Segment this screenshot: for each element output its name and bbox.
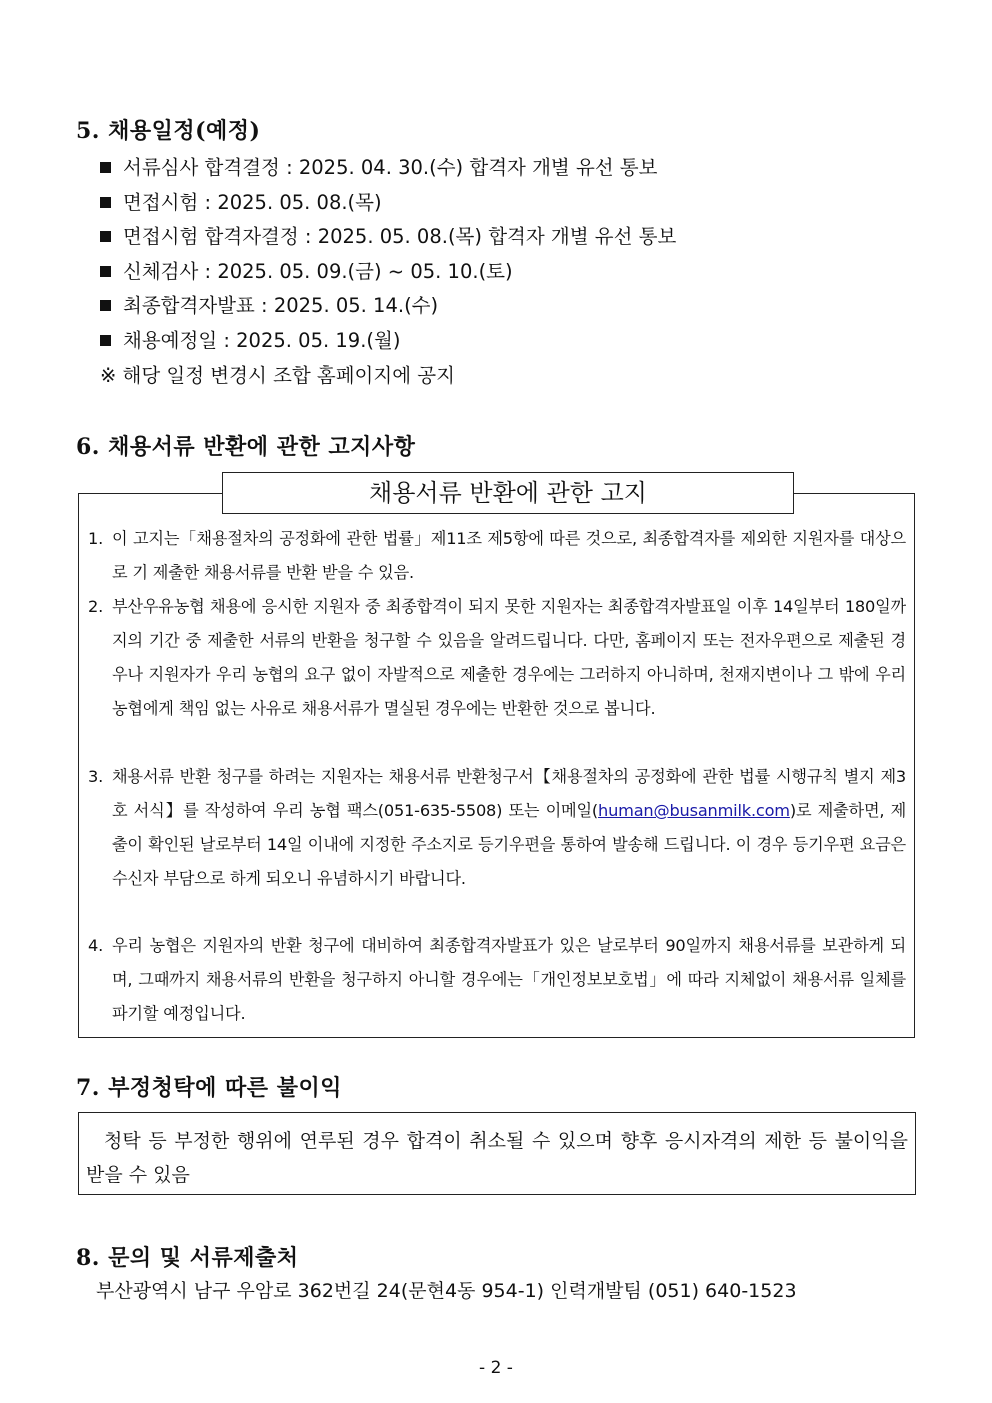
schedule-item: 면접시험 : 2025. 05. 08.(목) xyxy=(100,187,382,215)
square-bullet-icon xyxy=(100,231,111,242)
section-7-heading: 7. 부정청탁에 따른 불이익 xyxy=(76,1075,342,1101)
square-bullet-icon xyxy=(100,197,111,208)
section-8-heading: 8. 문의 및 서류제출처 xyxy=(76,1245,299,1271)
schedule-item: 신체검사 : 2025. 05. 09.(금) ~ 05. 10.(토) xyxy=(100,256,513,284)
schedule-item: 채용예정일 : 2025. 05. 19.(월) xyxy=(100,325,400,353)
square-bullet-icon xyxy=(100,300,111,311)
page-number: - 2 - xyxy=(479,1358,513,1378)
notice-item: 3. 채용서류 반환 청구를 하려는 지원자는 채용서류 반환청구서【채용절차의 공정화에 관한 법률 시행규칙 별지 제3호 서식】를 작성하여 우리 농협 팩스(051-635-5508) 또는 이메일(human@busanmilk.com)로 제출하면, 제출이 확인된 날로부터 14일 이내에 지정한 주소지로 등기우편을 통하여 발송해 드립니다. 이 경우 등기우편 요금은 수신자 부담으로 하게 되오니 유념하시기 바랍니다. xyxy=(88,767,907,888)
section-5-heading: 5. 채용일정(예정) xyxy=(76,118,261,144)
square-bullet-icon xyxy=(100,335,111,346)
square-bullet-icon xyxy=(100,266,111,277)
notice-box-title: 채용서류 반환에 관한 고지 xyxy=(222,472,794,514)
schedule-note: ※ 해당 일정 변경시 조합 홈페이지에 공지 xyxy=(100,364,455,387)
notice-item: 2. 부산우유농협 채용에 응시한 지원자 중 최종합격이 되지 못한 지원자는 최종합격자발표일 이후 14일부터 180일까지의 기간 중 제출한 서류의 반환을 청구할 수 있음을 알려드립니다. 다만, 홈페이지 또는 전자우편으로 제출된 경우나 지원자가 우리 농협의 요구 없이 자발적으로 제출한 경우에는 그러하지 아니하며, 천재지변이나 그 밖에 우리 농협에게 책임 없는 사유로 채용서류가 멸실된 경우에는 반환한 것으로 봅니다. xyxy=(88,597,906,718)
notice-item: 4. 우리 농협은 지원자의 반환 청구에 대비하여 최종합격자발표가 있은 날로부터 90일까지 채용서류를 보관하게 되며, 그때까지 채용서류의 반환을 청구하지 아니할 경우에는「개인정보보호법」에 따라 지체없이 채용서류 일체를 파기할 예정입니다. xyxy=(88,936,906,1023)
email-link[interactable]: human@busanmilk.com xyxy=(598,801,790,820)
square-bullet-icon xyxy=(100,162,111,173)
notice-item: 1. 이 고지는「채용절차의 공정화에 관한 법률」제11조 제5항에 따른 것으로, 최종합격자를 제외한 지원자를 대상으로 기 제출한 채용서류를 반환 받을 수 있음. xyxy=(88,529,906,582)
warning-text: 청탁 등 부정한 행위에 연루된 경우 합격이 취소될 수 있으며 향후 응시자격의 제한 등 불이익을 받을 수 있음 xyxy=(86,1130,908,1186)
schedule-item: 면접시험 합격자결정 : 2025. 05. 08.(목) 합격자 개별 유선 통보 xyxy=(100,221,676,249)
contact-address: 부산광역시 남구 우암로 362번길 24(문현4동 954-1) 인력개발팀 (051) 640-1523 xyxy=(96,1280,797,1302)
schedule-item: 서류심사 합격결정 : 2025. 04. 30.(수) 합격자 개별 유선 통보 xyxy=(100,152,658,180)
section-6-heading: 6. 채용서류 반환에 관한 고지사항 xyxy=(76,434,416,460)
schedule-item: 최종합격자발표 : 2025. 05. 14.(수) xyxy=(100,290,438,318)
